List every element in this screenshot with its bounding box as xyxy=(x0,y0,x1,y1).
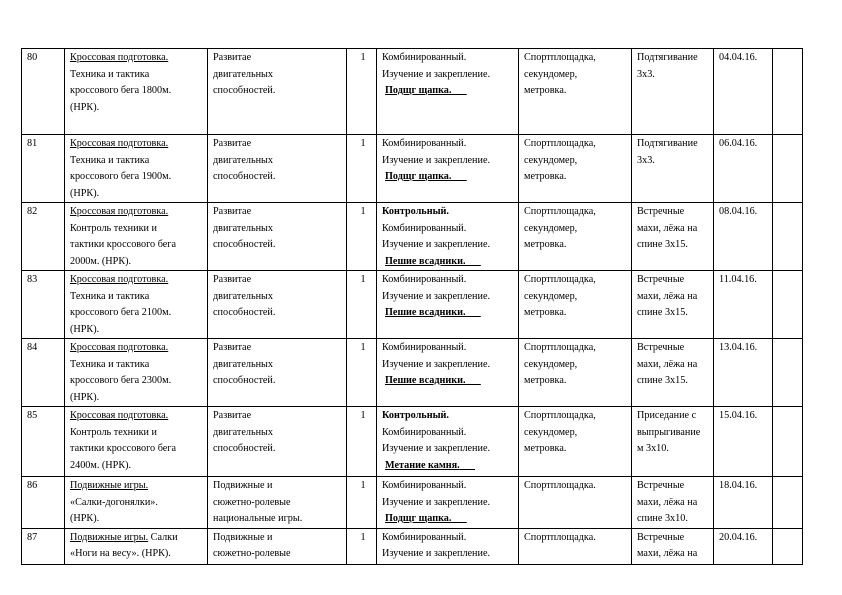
cell-date xyxy=(714,49,773,135)
cell-goal xyxy=(208,203,347,271)
hours: 1 xyxy=(360,52,366,63)
cell-lesson-number xyxy=(22,271,65,339)
equipment-line: секундомер, xyxy=(524,68,578,80)
lesson-type-line: Изучение и закрепление. xyxy=(382,548,491,559)
table-row xyxy=(22,528,803,564)
topic-line: 2400м. (НРК). xyxy=(70,459,132,471)
cell-lesson-type xyxy=(377,271,519,339)
cell-goal xyxy=(208,477,347,529)
lesson-number: 84 xyxy=(27,342,38,353)
game-underline xyxy=(451,513,466,524)
lesson-date: 06.04.16. xyxy=(719,138,758,149)
homework-line: махи, лёжа на xyxy=(637,358,698,370)
game-name: Подщг щапка. xyxy=(385,513,452,524)
cell-goal xyxy=(208,271,347,339)
equipment-line: метровка. xyxy=(524,85,567,96)
cell-goal xyxy=(208,49,347,135)
homework-line: Встречные xyxy=(637,274,685,285)
lesson-plan-table xyxy=(21,48,803,565)
topic-title-rest: Салки xyxy=(148,531,178,543)
topic-title: Кроссовая подготовка. xyxy=(70,410,169,421)
cell-date xyxy=(714,528,773,564)
homework-line: махи, лёжа на xyxy=(637,548,698,559)
homework-line: махи, лёжа на xyxy=(637,222,698,234)
goal-line: Подвижные и xyxy=(213,531,273,543)
game-line xyxy=(382,458,516,475)
cell-homework xyxy=(632,49,714,135)
equipment-line: секундомер, xyxy=(524,426,578,438)
goal-line: двигательных xyxy=(213,426,273,438)
lesson-type-line: Изучение и закрепление. xyxy=(382,290,491,302)
topic-line: (НРК). xyxy=(70,513,100,524)
topic-line: тактики кроссового бега xyxy=(70,443,176,454)
topic-line: Техника и тактика xyxy=(70,68,150,80)
goal-line: способностей. xyxy=(213,171,276,182)
cell-homework xyxy=(632,528,714,564)
cell-lesson-number xyxy=(22,203,65,271)
lesson-number: 80 xyxy=(27,52,38,63)
goal-line: Развитае xyxy=(213,342,252,353)
cell-empty xyxy=(773,407,803,477)
lesson-type-control: Контрольный. xyxy=(382,206,449,217)
topic-title: Кроссовая подготовка. xyxy=(70,52,169,63)
lesson-type-line: Изучение и закрепление. xyxy=(382,358,491,370)
lesson-date: 08.04.16. xyxy=(719,206,758,217)
cell-lesson-type xyxy=(377,477,519,529)
equipment-line: Спортплощадка, xyxy=(524,206,596,217)
lesson-type-line: Комбинированный. xyxy=(382,480,467,491)
cell-homework xyxy=(632,339,714,407)
goal-line: двигательных xyxy=(213,154,273,166)
topic-line: кроссового бега 1800м. xyxy=(70,85,172,96)
goal-line: Развитае xyxy=(213,410,252,421)
topic-line: Контроль техники и xyxy=(70,222,157,234)
lesson-number: 87 xyxy=(27,531,38,543)
cell-homework xyxy=(632,135,714,203)
cell-lesson-type xyxy=(377,49,519,135)
game-underline xyxy=(451,85,466,96)
topic-title: Кроссовая подготовка. xyxy=(70,274,169,285)
homework-line: Приседание с xyxy=(637,410,697,421)
hours: 1 xyxy=(360,274,366,285)
cell-empty xyxy=(773,339,803,407)
cell-date xyxy=(714,407,773,477)
topic-line: Техника и тактика xyxy=(70,358,150,370)
equipment-line: Спортплощадка, xyxy=(524,410,596,421)
cell-hours xyxy=(347,339,377,407)
homework-line: махи, лёжа на xyxy=(637,496,698,508)
cell-topic xyxy=(65,203,208,271)
equipment-line: метровка. xyxy=(524,307,567,318)
topic-title-line xyxy=(70,478,205,495)
lesson-number: 85 xyxy=(27,410,38,421)
topic-title-line xyxy=(70,50,205,67)
game-line xyxy=(382,511,516,528)
homework-line: Встречные xyxy=(637,206,685,217)
game-name: Пешие всадники. xyxy=(385,255,466,267)
topic-title-line xyxy=(70,340,205,357)
topic-title: Кроссовая подготовка. xyxy=(70,138,169,149)
goal-line: способностей. xyxy=(213,375,276,386)
goal-line: способностей. xyxy=(213,85,276,96)
lesson-date: 20.04.16. xyxy=(719,531,758,543)
cell-lesson-number xyxy=(22,407,65,477)
cell-lesson-type xyxy=(377,203,519,271)
table-row xyxy=(22,477,803,529)
cell-date xyxy=(714,339,773,407)
lesson-type-control: Контрольный. xyxy=(382,410,449,421)
cell-empty xyxy=(773,135,803,203)
cell-hours xyxy=(347,203,377,271)
homework-line: спине 3х15. xyxy=(637,307,688,318)
homework-line: спине 3х15. xyxy=(637,239,688,250)
cell-homework xyxy=(632,203,714,271)
cell-lesson-number xyxy=(22,477,65,529)
cell-lesson-number xyxy=(22,339,65,407)
lesson-type-line: Изучение и закрепление. xyxy=(382,496,491,508)
cell-hours xyxy=(347,49,377,135)
topic-line: (НРК). xyxy=(70,101,100,113)
goal-line: двигательных xyxy=(213,222,273,234)
table-row xyxy=(22,271,803,339)
cell-lesson-number xyxy=(22,528,65,564)
topic-line: кроссового бега 2100м. xyxy=(70,307,172,318)
hours: 1 xyxy=(360,410,366,421)
cell-lesson-type xyxy=(377,528,519,564)
goal-line: Развитае xyxy=(213,274,252,285)
cell-date xyxy=(714,271,773,339)
table-row xyxy=(22,49,803,135)
equipment-line: метровка. xyxy=(524,375,567,386)
cell-equipment xyxy=(519,271,632,339)
topic-line: 2000м. (НРК). xyxy=(70,255,132,267)
cell-empty xyxy=(773,49,803,135)
topic-title: Кроссовая подготовка. xyxy=(70,342,169,353)
equipment-line: Спортплощадка. xyxy=(524,531,596,543)
goal-line: способностей. xyxy=(213,307,276,318)
equipment-line: секундомер, xyxy=(524,358,578,370)
lesson-date: 04.04.16. xyxy=(719,52,758,63)
topic-line: тактики кроссового бега xyxy=(70,239,176,250)
homework-line: спине 3х10. xyxy=(637,513,688,524)
equipment-line: Спортплощадка, xyxy=(524,138,596,149)
homework-line: Подтягивание xyxy=(637,138,698,149)
cell-hours xyxy=(347,407,377,477)
game-underline xyxy=(460,460,475,471)
equipment-line: секундомер, xyxy=(524,222,578,234)
hours: 1 xyxy=(360,531,366,543)
homework-line: 3х3. xyxy=(637,154,655,166)
topic-title-line xyxy=(70,136,205,153)
homework-line: Подтягивание xyxy=(637,52,698,63)
topic-line: «Ноги на весу». (НРК). xyxy=(70,548,171,559)
homework-line: махи, лёжа на xyxy=(637,290,698,302)
homework-line: выпрыгивание xyxy=(637,426,701,438)
lesson-number: 82 xyxy=(27,206,38,217)
table-row xyxy=(22,203,803,271)
cell-homework xyxy=(632,271,714,339)
cell-hours xyxy=(347,477,377,529)
cell-lesson-number xyxy=(22,49,65,135)
equipment-line: метровка. xyxy=(524,171,567,182)
topic-line: кроссового бега 1900м. xyxy=(70,171,172,182)
cell-lesson-number xyxy=(22,135,65,203)
cell-topic xyxy=(65,528,208,564)
cell-homework xyxy=(632,477,714,529)
goal-line: Развитае xyxy=(213,206,252,217)
cell-equipment xyxy=(519,49,632,135)
cell-empty xyxy=(773,528,803,564)
goal-line: сюжетно-ролевые xyxy=(213,548,291,559)
lesson-date: 13.04.16. xyxy=(719,342,758,353)
cell-topic xyxy=(65,49,208,135)
equipment-line: метровка. xyxy=(524,239,567,250)
game-name: Метание камня. xyxy=(385,459,460,471)
lesson-type-line: Изучение и закрепление. xyxy=(382,443,491,454)
topic-line: «Салки-догонялки». xyxy=(70,496,158,508)
lesson-type-line: Комбинированный. xyxy=(382,138,467,149)
game-name: Пешие всадники. xyxy=(385,375,466,386)
game-name: Пешие всадники. xyxy=(385,307,466,318)
goal-line: способностей. xyxy=(213,443,276,454)
lesson-type-line: Комбинированный. xyxy=(382,531,467,543)
cell-empty xyxy=(773,477,803,529)
cell-hours xyxy=(347,135,377,203)
lesson-type-line: Изучение и закрепление. xyxy=(382,239,491,250)
lesson-type-line: Изучение и закрепление. xyxy=(382,154,491,166)
cell-hours xyxy=(347,271,377,339)
game-underline xyxy=(466,256,481,267)
table-row xyxy=(22,135,803,203)
cell-date xyxy=(714,477,773,529)
cell-topic xyxy=(65,477,208,529)
game-name: Подщг щапка. xyxy=(385,85,452,96)
equipment-line: секундомер, xyxy=(524,290,578,302)
lesson-number: 83 xyxy=(27,274,38,285)
cell-goal xyxy=(208,339,347,407)
cell-goal xyxy=(208,135,347,203)
lesson-number: 81 xyxy=(27,138,38,149)
lesson-date: 18.04.16. xyxy=(719,480,758,491)
game-underline xyxy=(466,307,481,318)
goal-line: Подвижные и xyxy=(213,480,273,491)
lesson-type-line: Комбинированный. xyxy=(382,342,467,353)
equipment-line: Спортплощадка, xyxy=(524,274,596,285)
cell-equipment xyxy=(519,528,632,564)
cell-lesson-type xyxy=(377,339,519,407)
lesson-number: 86 xyxy=(27,480,38,491)
equipment-line: Спортплощадка, xyxy=(524,342,596,353)
lesson-type-line: Комбинированный. xyxy=(382,274,467,285)
cell-equipment xyxy=(519,135,632,203)
cell-topic xyxy=(65,271,208,339)
table-body xyxy=(22,49,803,565)
game-line xyxy=(382,83,516,100)
cell-goal xyxy=(208,528,347,564)
cell-equipment xyxy=(519,477,632,529)
lesson-date: 15.04.16. xyxy=(719,410,758,421)
cell-equipment xyxy=(519,203,632,271)
cell-equipment xyxy=(519,339,632,407)
hours: 1 xyxy=(360,480,366,491)
goal-line: двигательных xyxy=(213,358,273,370)
cell-topic xyxy=(65,407,208,477)
topic-title-line xyxy=(70,204,205,221)
topic-line: (НРК). xyxy=(70,187,100,199)
goal-line: национальные игры. xyxy=(213,513,303,524)
homework-line: Встречные xyxy=(637,480,685,491)
cell-empty xyxy=(773,271,803,339)
lesson-type-line: Комбинированный. xyxy=(382,52,467,63)
homework-line: м 3х10. xyxy=(637,443,669,454)
goal-line: сюжетно-ролевые xyxy=(213,496,291,508)
homework-line: спине 3х15. xyxy=(637,375,688,386)
cell-topic xyxy=(65,135,208,203)
cell-homework xyxy=(632,407,714,477)
cell-equipment xyxy=(519,407,632,477)
goal-line: двигательных xyxy=(213,68,273,80)
lesson-type-line: Комбинированный. xyxy=(382,426,467,438)
game-line xyxy=(382,373,516,390)
cell-lesson-type xyxy=(377,407,519,477)
topic-title: Подвижные игры. xyxy=(70,480,149,491)
equipment-line: Спортплощадка, xyxy=(524,52,596,63)
table-row xyxy=(22,407,803,477)
topic-line: кроссового бега 2300м. xyxy=(70,375,172,386)
cell-date xyxy=(714,135,773,203)
game-name: Подщг щапка. xyxy=(385,171,452,182)
goal-line: двигательных xyxy=(213,290,273,302)
goal-line: Развитае xyxy=(213,52,252,63)
equipment-line: Спортплощадка. xyxy=(524,480,596,491)
cell-hours xyxy=(347,528,377,564)
game-underline xyxy=(466,375,481,386)
hours: 1 xyxy=(360,342,366,353)
homework-line: Встречные xyxy=(637,531,685,543)
cell-date xyxy=(714,203,773,271)
cell-lesson-type xyxy=(377,135,519,203)
game-line xyxy=(382,305,516,322)
equipment-line: секундомер, xyxy=(524,154,578,166)
topic-title-line xyxy=(70,530,205,547)
lesson-type-line: Комбинированный. xyxy=(382,222,467,234)
game-line xyxy=(382,169,516,186)
lesson-date: 11.04.16. xyxy=(719,274,757,285)
goal-line: Развитае xyxy=(213,138,252,149)
topic-title-line xyxy=(70,408,205,425)
lesson-type-line: Изучение и закрепление. xyxy=(382,68,491,80)
topic-line: (НРК). xyxy=(70,391,100,403)
goal-line: способностей. xyxy=(213,239,276,250)
topic-title: Кроссовая подготовка. xyxy=(70,206,169,217)
cell-topic xyxy=(65,339,208,407)
equipment-line: метровка. xyxy=(524,443,567,454)
game-underline xyxy=(451,171,466,182)
hours: 1 xyxy=(360,206,366,217)
homework-line: 3х3. xyxy=(637,68,655,80)
game-line xyxy=(382,254,516,271)
topic-line: Контроль техники и xyxy=(70,426,157,438)
topic-title-line xyxy=(70,272,205,289)
topic-line: Техника и тактика xyxy=(70,290,150,302)
topic-line: (НРК). xyxy=(70,323,100,335)
table-row xyxy=(22,339,803,407)
homework-line: Встречные xyxy=(637,342,685,353)
topic-title: Подвижные игры. xyxy=(70,531,149,543)
topic-line: Техника и тактика xyxy=(70,154,150,166)
cell-goal xyxy=(208,407,347,477)
cell-empty xyxy=(773,203,803,271)
hours: 1 xyxy=(360,138,366,149)
